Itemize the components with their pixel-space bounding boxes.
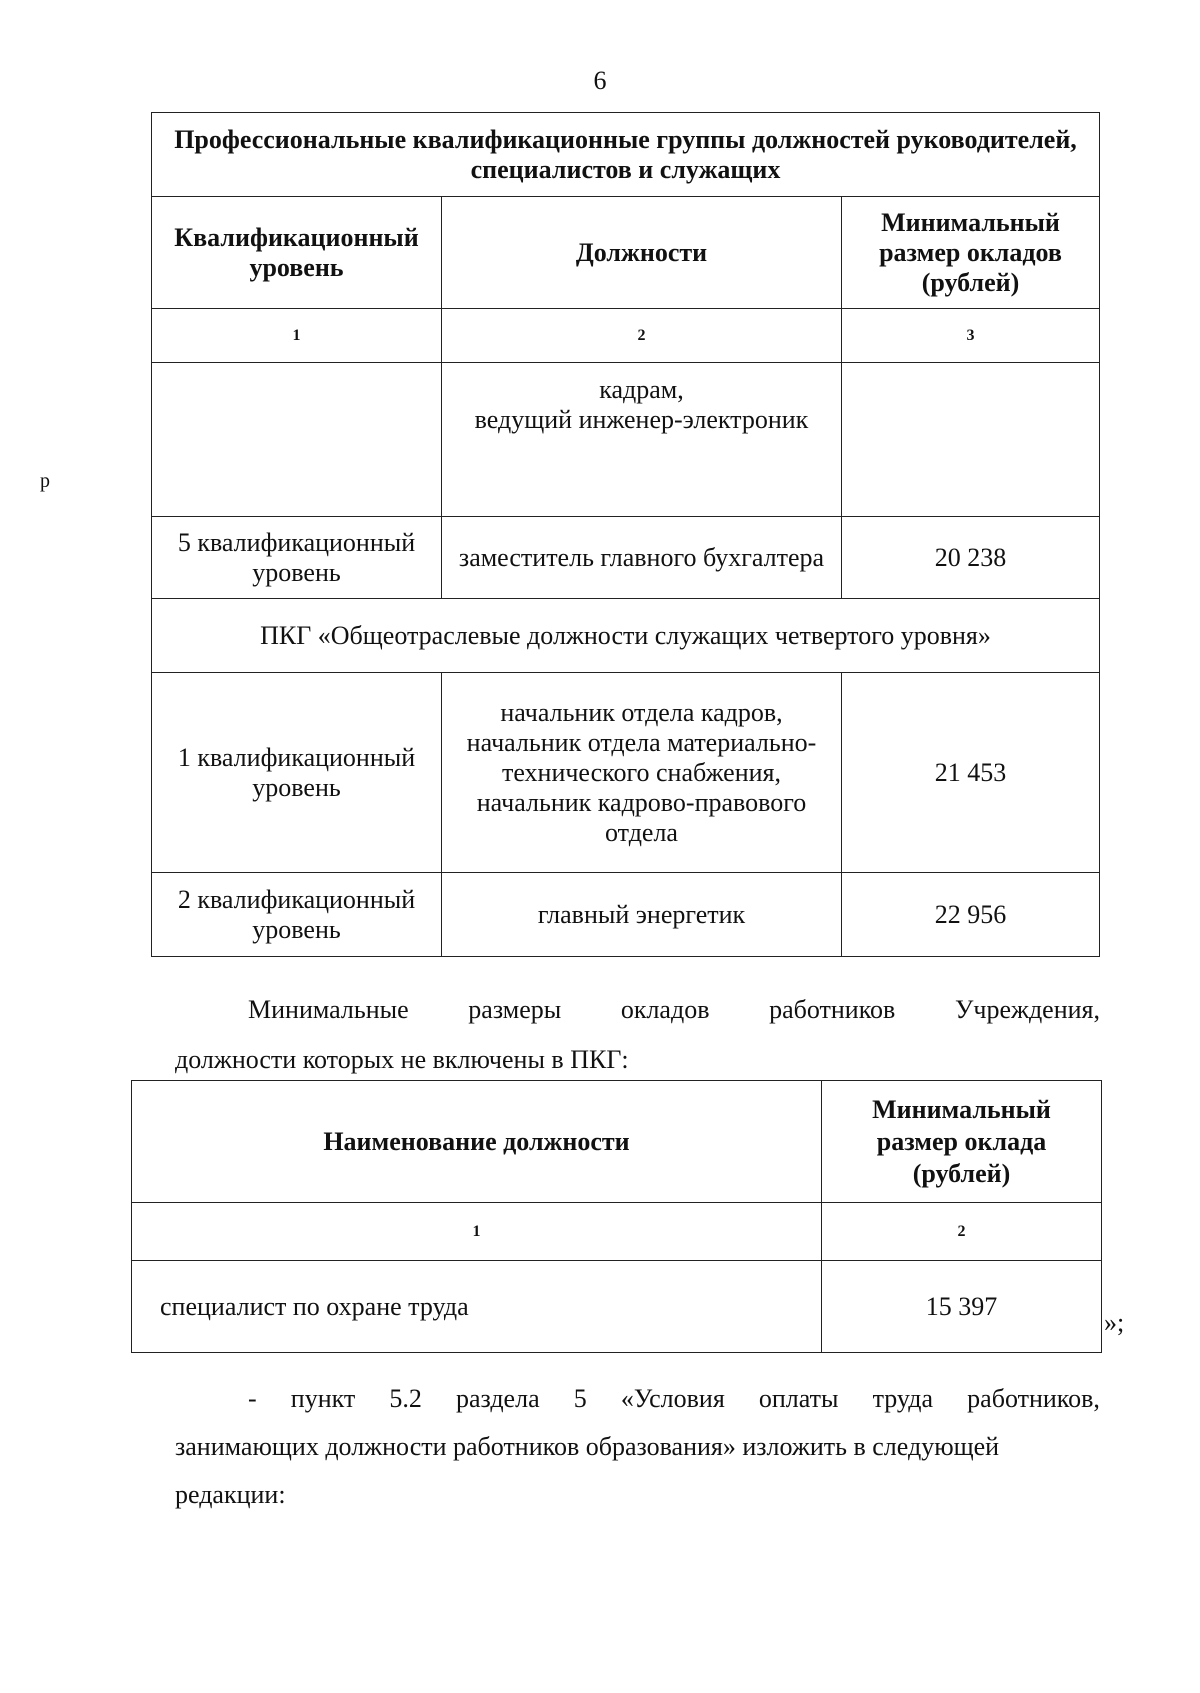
cell-level: [152, 363, 442, 517]
table-row: [152, 517, 1100, 599]
word: 5.2: [389, 1384, 422, 1413]
cell-salary: 20 238: [842, 517, 1100, 599]
cell-level: 5 квалификационный уровень: [152, 517, 442, 599]
cell-salary: 15 397: [822, 1261, 1102, 1353]
word: труда: [872, 1384, 934, 1413]
group-header: ПКГ «Общеотраслевые должности служащих четвертого уровня»: [152, 599, 1100, 673]
paragraph-line: редакции:: [175, 1480, 286, 1509]
closing-quote: »;: [1104, 1308, 1125, 1337]
cell-level: 1 квалификационный уровень: [152, 673, 442, 873]
word: раздела: [455, 1384, 540, 1413]
table-row: [132, 1261, 1102, 1353]
cell-positions: главный энергетик: [442, 873, 842, 957]
cell-position-name: специалист по охране труда: [132, 1261, 822, 1353]
word: -: [248, 1384, 257, 1413]
col-number: 1: [152, 309, 442, 363]
stray-mark: р: [40, 470, 50, 492]
cell-positions: кадрам, ведущий инженер-электроник: [442, 363, 842, 517]
col-header-name: Наименование должности: [132, 1081, 822, 1203]
word: оплаты: [758, 1384, 839, 1413]
table-row: [152, 363, 1100, 517]
col-number: 2: [822, 1203, 1102, 1261]
cell-level: 2 квалификационный уровень: [152, 873, 442, 957]
word: 5: [573, 1384, 587, 1413]
word: Учреждения,: [954, 995, 1100, 1024]
word: размеры: [468, 995, 562, 1024]
cell-salary: 22 956: [842, 873, 1100, 957]
word: пункт: [290, 1384, 356, 1413]
table-row: [152, 873, 1100, 957]
paragraph-line: должности которых не включены в ПКГ:: [175, 1045, 629, 1074]
cell-positions: начальник отдела кадров, начальник отдела материально-технического снабжения, начальник кадрово-правового отдела: [442, 673, 842, 873]
table-row: [152, 673, 1100, 873]
word: работников,: [967, 1384, 1100, 1413]
col-number: 2: [442, 309, 842, 363]
col-header-positions: Должности: [442, 197, 842, 309]
col-header-salary: Минимальный размер окладов (рублей): [842, 197, 1100, 309]
word: Минимальные: [248, 995, 409, 1024]
cell-positions: заместитель главного бухгалтера: [442, 517, 842, 599]
page-number: 6: [593, 66, 607, 95]
paragraph-minimal-salaries: [175, 985, 1100, 1085]
cell-salary: 21 453: [842, 673, 1100, 873]
non-pkg-salary-table: [131, 1080, 1102, 1353]
paragraph-line: занимающих должности работников образования» изложить в следующей: [175, 1432, 1000, 1461]
col-number: 3: [842, 309, 1100, 363]
word: работников: [769, 995, 896, 1024]
pkg-salary-table: [151, 112, 1100, 957]
col-header-level: Квалификационный уровень: [152, 197, 442, 309]
col-header-salary: Минимальный размер оклада (рублей): [822, 1081, 1102, 1203]
word: «Условия: [620, 1384, 725, 1413]
table-title: Профессиональные квалификационные группы должностей руководителей, специалистов и служащих: [152, 113, 1100, 197]
cell-salary: [842, 363, 1100, 517]
col-number: 1: [132, 1203, 822, 1261]
paragraph-amendment: [175, 1375, 1100, 1519]
word: окладов: [620, 995, 710, 1024]
